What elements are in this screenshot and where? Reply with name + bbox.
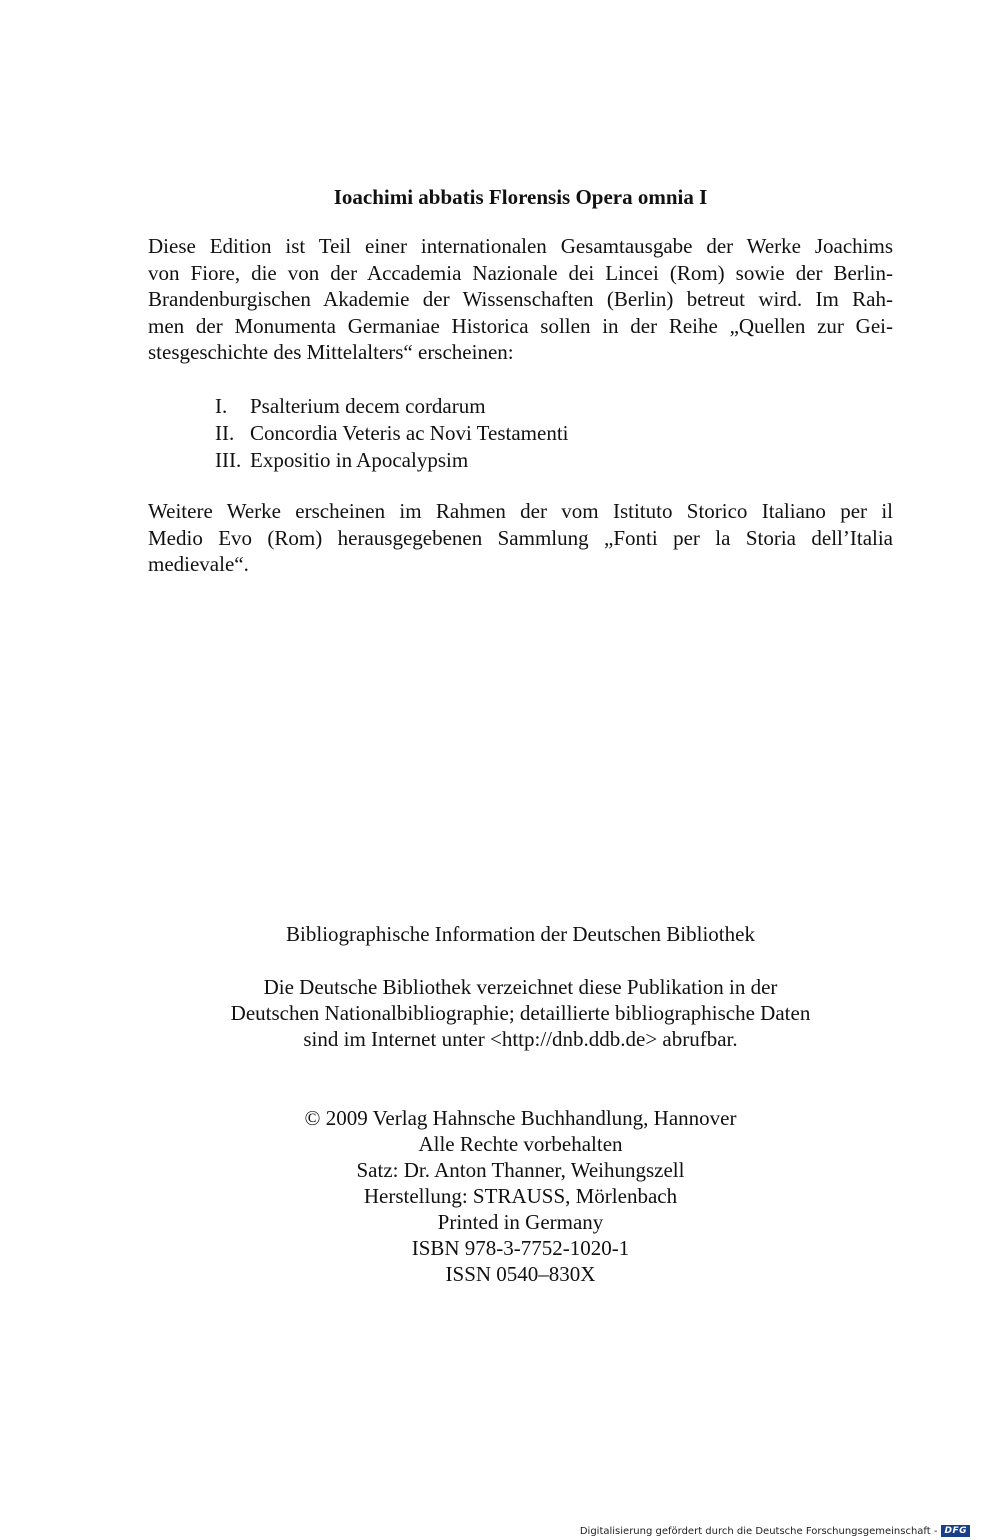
page-title: Ioachimi abbatis Florensis Opera omnia I (333, 185, 708, 209)
rights-line: Alle Rechte vorbehalten (418, 1132, 623, 1156)
bibliographic-text (148, 974, 893, 1052)
copyright-line: © 2009 Verlag Hahnsche Buchhandlung, Hannover (304, 1106, 737, 1130)
intro-line: men der Monumenta Germaniae Historica sollen in der Reihe „Quellen zur Gei- (148, 313, 893, 338)
issn-line: ISSN 0540–830X (445, 1262, 596, 1286)
intro-line: Brandenburgischen Akademie der Wissenschaften (Berlin) betreut wird. Im Rah- (148, 287, 893, 311)
work-number: II. (215, 421, 235, 445)
more-line: Weitere Werke erscheinen im Rahmen der vom Istituto Storico Italiano per il (148, 499, 893, 523)
printed-in-line: Printed in Germany (437, 1210, 604, 1234)
work-title: Expositio in Apocalypsim (250, 448, 469, 472)
bibliographic-line: Deutschen Nationalbibliographie; detaillierte bibliographische Daten (230, 1001, 811, 1025)
production-line: Herstellung: STRAUSS, Mörlenbach (363, 1184, 678, 1208)
dfg-logo: DFG (941, 1525, 970, 1537)
work-title: Concordia Veteris ac Novi Testamenti (250, 421, 569, 445)
list-item (215, 420, 569, 447)
digitization-footer (580, 1525, 970, 1537)
work-title: Psalterium decem cordarum (250, 394, 486, 418)
bibliographic-heading (148, 921, 893, 947)
isbn-line: ISBN 978-3-7752-1020-1 (411, 1236, 630, 1260)
intro-line: Diese Edition ist Teil einer internationalen Gesamtausgabe der Werke Joachims (148, 234, 893, 258)
intro-line: stesgeschichte des Mittelalters“ erscheinen: (148, 340, 514, 364)
works-list (215, 393, 569, 474)
typesetting-line: Satz: Dr. Anton Thanner, Weihungszell (356, 1158, 685, 1182)
bibliographic-line: Die Deutsche Bibliothek verzeichnet diese Publikation in der (263, 975, 778, 999)
more-line: medievale“. (148, 552, 249, 576)
list-item (215, 393, 569, 420)
more-works-paragraph (148, 498, 893, 578)
list-item (215, 447, 569, 474)
intro-paragraph (148, 233, 893, 366)
footer-text: Digitalisierung gefördert durch die Deutsche Forschungsgemeinschaft - (579, 1525, 938, 1537)
work-number: I. (215, 394, 228, 418)
imprint-block (148, 1105, 893, 1287)
work-number: III. (215, 448, 242, 472)
more-line: Medio Evo (Rom) herausgegebenen Sammlung „Fonti per la Storia dell’Italia (148, 525, 893, 550)
bibliographic-heading-text: Bibliographische Information der Deutschen Bibliothek (286, 922, 755, 946)
bibliographic-line: sind im Internet unter <http://dnb.ddb.de> abrufbar. (303, 1027, 738, 1051)
intro-line: von Fiore, die von der Accademia Nazionale dei Lincei (Rom) sowie der Berlin- (148, 260, 893, 285)
